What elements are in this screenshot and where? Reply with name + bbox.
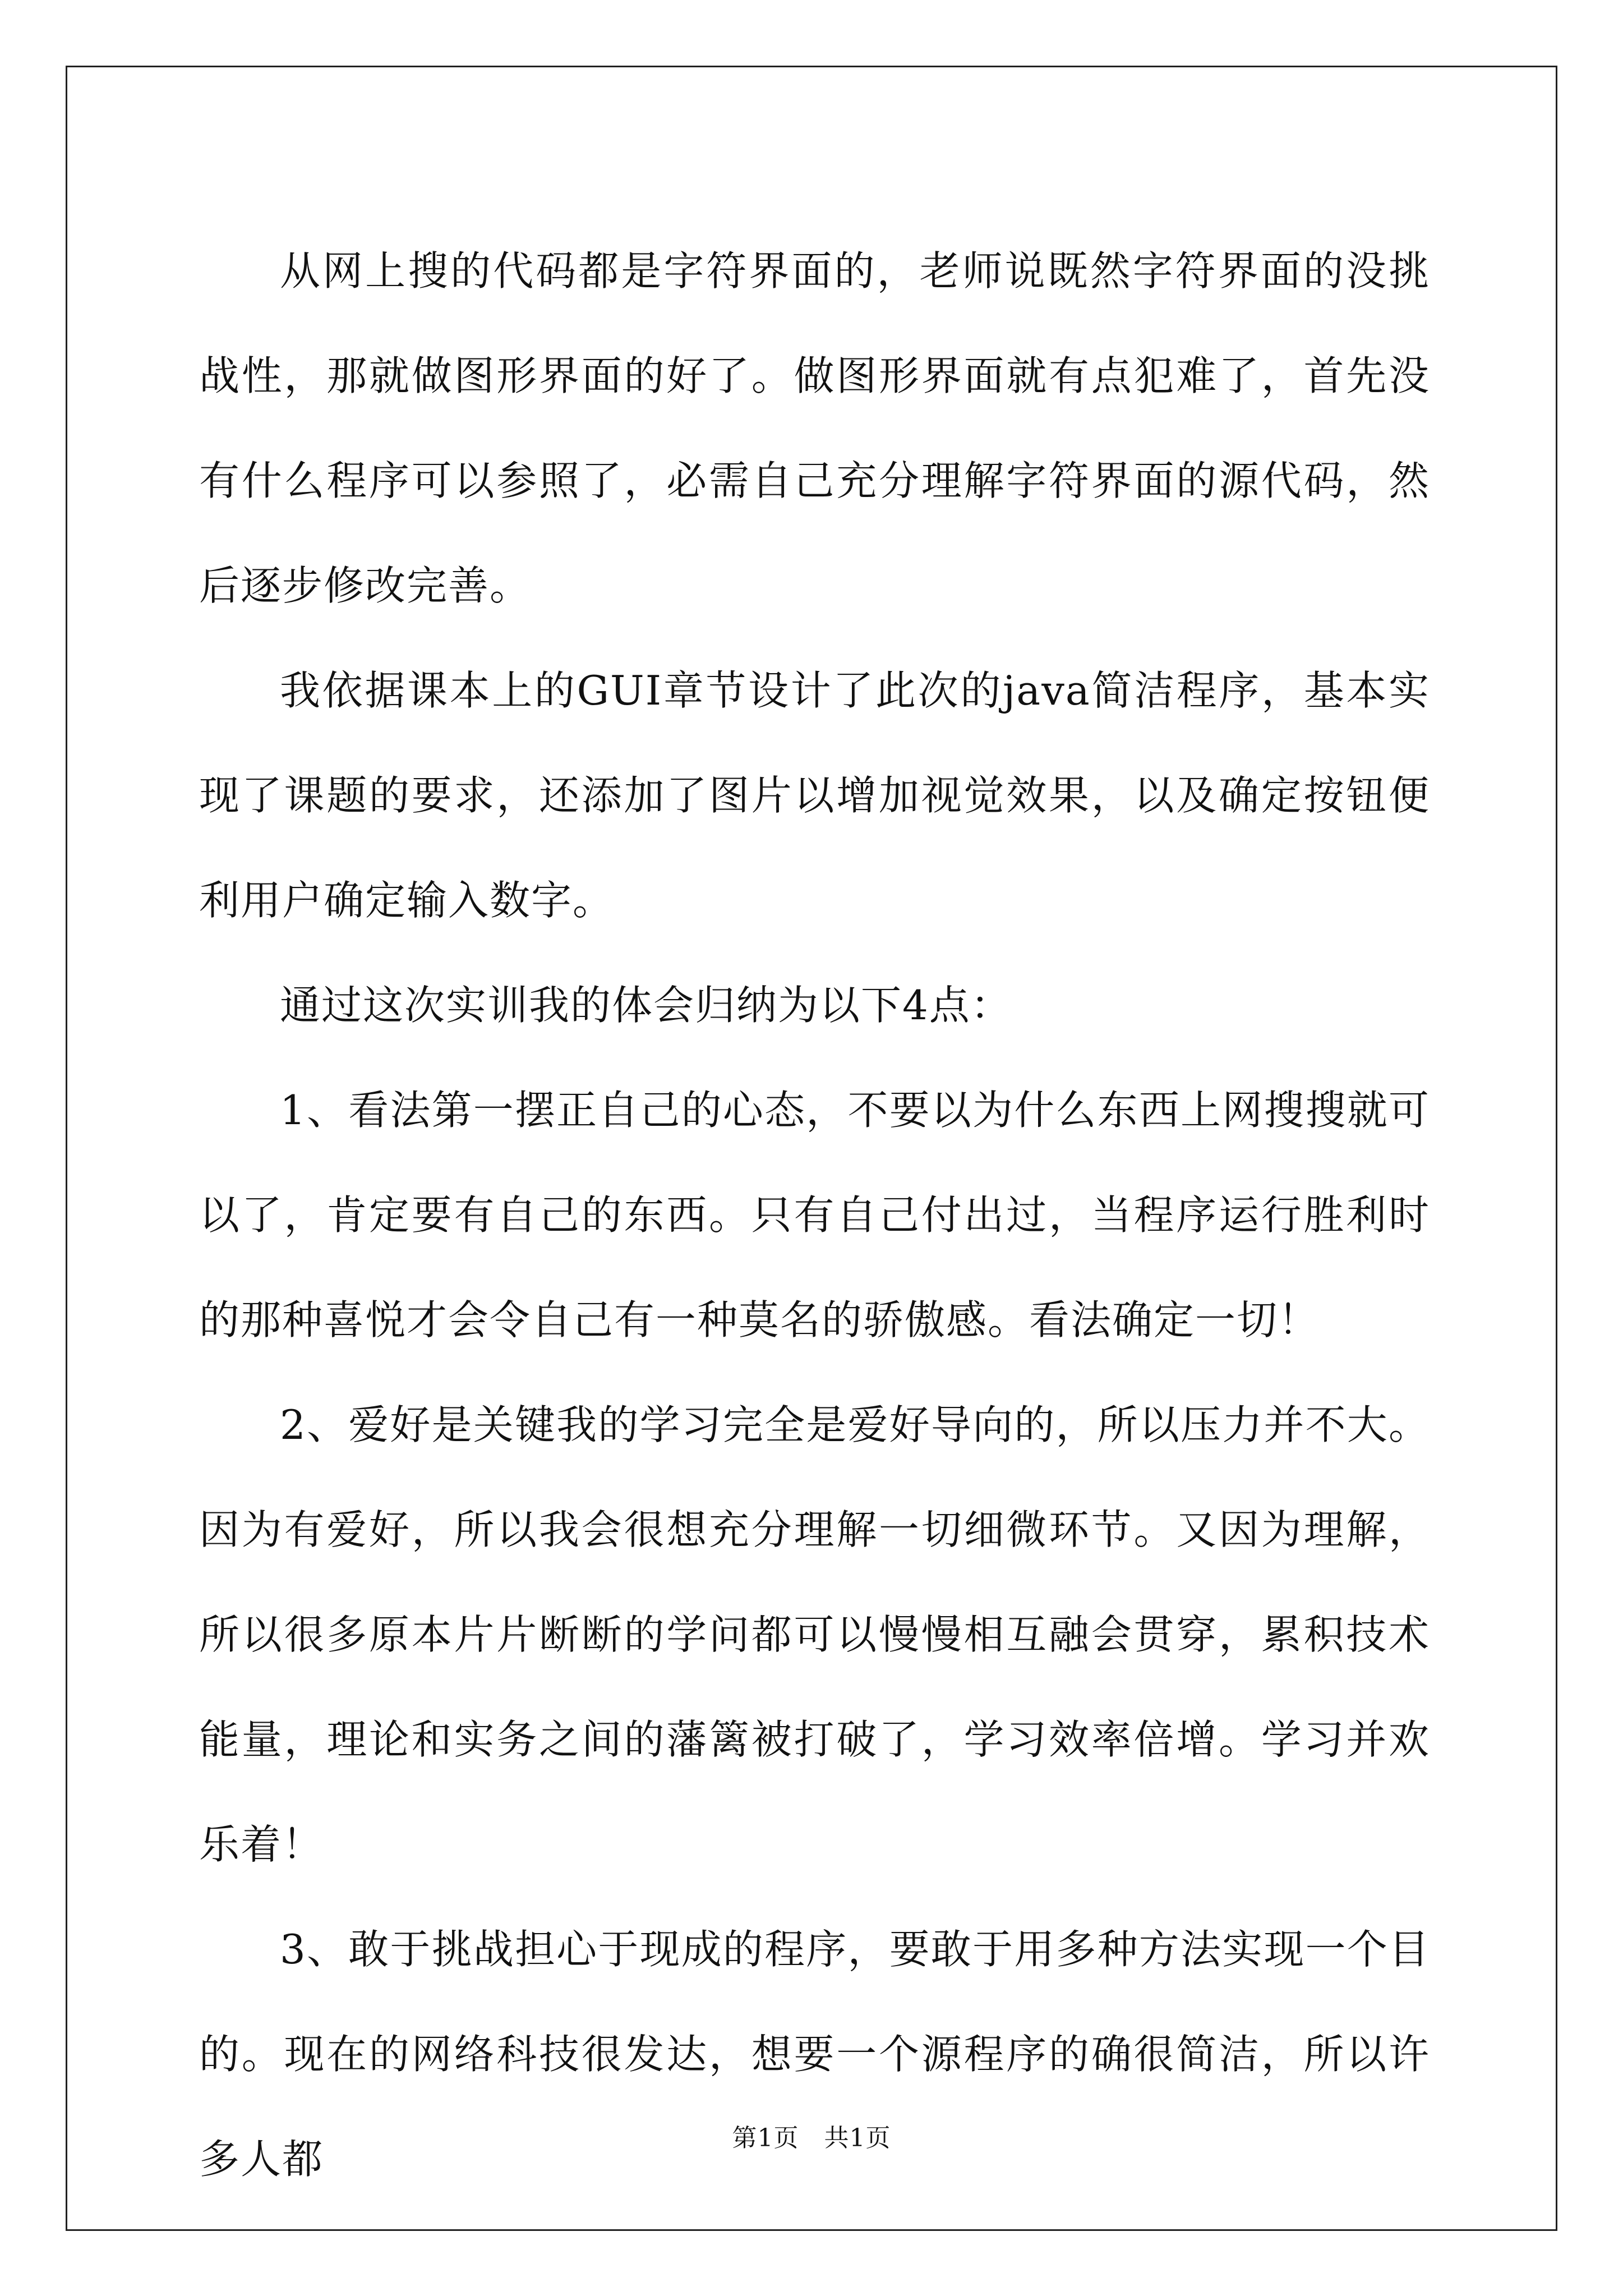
paragraph-4: 1、看法第一摆正自己的心态，不要以为什么东西上网搜搜就可以了，肯定要有自己的东西。只有自己付出过，当程序运行胜利时的那种喜悦才会令自己有一种莫名的骄傲感。看法确定一切！ [199,1087,1430,1343]
paragraph-2: 我依据课本上的GUI章节设计了此次的java简洁程序，基本实现了课题的要求，还添加了图片以增加视觉效果，以及确定按钮便利用户确定输入数字。 [199,667,1430,924]
paragraph-3: 通过这次实训我的体会归纳为以下4点： [280,982,1012,1029]
page-number-footer: 第1页 共1页 [732,2124,891,2152]
paragraph-6: 3、敢于挑战担心于现成的程序，要敢于用多种方法实现一个目的。现在的网络科技很发达，想要一个源程序的确很简洁，所以许多人都 [199,1926,1430,2183]
paragraph-1: 从网上搜的代码都是字符界面的，老师说既然字符界面的没挑战性，那就做图形界面的好了。做图形界面就有点犯难了，首先没有什么程序可以参照了，必需自己充分理解字符界面的源代码，然后逐步修改完善。 [199,247,1430,609]
paragraph-5: 2、爱好是关键我的学习完全是爱好导向的，所以压力并不大。因为有爱好，所以我会很想充分理解一切细微环节。又因为理解，所以很多原本片片断断的学问都可以慢慢相互融会贯穿，累积技术能量，理论和实务之间的藩篱被打破了，学习效率倍增。学习并欢乐着！ [199,1401,1430,1868]
document-body [199,219,1430,2212]
